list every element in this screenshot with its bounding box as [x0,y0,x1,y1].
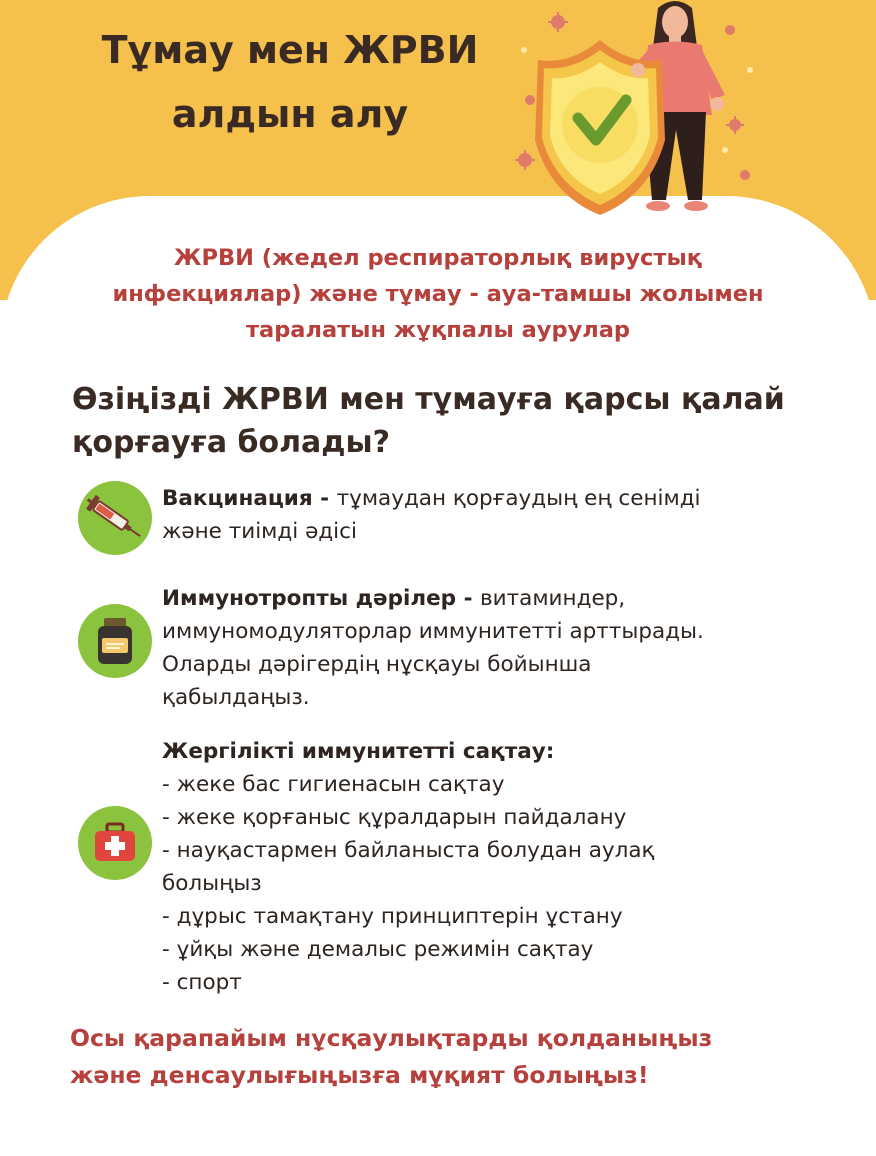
intro-line-1: ЖРВИ (жедел респираторлық вирустық [173,245,703,271]
dash-separator: - [312,486,337,511]
footer-line-1: Осы қарапайым нұсқаулықтарды қолданыңыз [70,1024,713,1052]
immunotropic-title: Иммунотропты дәрілер [162,586,457,611]
question-heading [72,378,842,464]
intro-line-3: таралатын жұқпалы аурулар [245,317,631,343]
intro-line-2: инфекциялар) және тұмау - ауа-тамшы жолымен [112,281,764,307]
first-aid-kit-icon [78,806,152,880]
medicine-jar-icon [78,604,152,678]
local-immunity-list [162,768,852,999]
woman-shield-illustration [500,0,800,225]
list-item: - ұйқы және демалыс режимін сақтау [162,937,594,962]
question-line-2: қорғауға болады? [72,425,391,460]
question-line-1: Өзіңізді ЖРВИ мен тұмауға қарсы қалай [72,382,785,417]
page-title [60,18,520,146]
list-item: - жеке қорғаныс құралдарын пайдалану [162,805,627,830]
footer-line-2: және денсаулығыңызға мұқият болыңыз! [70,1061,649,1089]
intro-text [60,240,816,348]
vaccination-line-1: тұмаудан қорғаудың ең сенімді [336,486,701,511]
title-line-2: алдын алу [171,92,409,136]
immunotropic-line-2: иммуномодуляторлар иммунитетті арттырады. [162,619,704,644]
local-immunity-item [162,735,852,999]
vaccination-item [162,482,852,548]
list-item: - дұрыс тамақтану принциптерін ұстану [162,904,623,929]
immunotropic-item [162,582,852,714]
woman-hand [631,63,645,77]
immunotropic-line-1: витаминдер, [479,586,626,611]
vaccination-line-2: және тиімді әдісі [162,519,357,544]
vaccination-title: Вакцинация [162,486,313,511]
immunotropic-line-4: қабылдаңыз. [162,685,310,710]
immunotropic-line-3: Оларды дәрігердің нұсқауы бойынша [162,652,592,677]
list-item: - спорт [162,970,242,995]
dash-separator: - [456,586,480,611]
list-item: - науқастармен байланыста болудан аулақ [162,838,655,863]
shield-icon [535,40,665,215]
list-item: - жеке бас гигиенасын сақтау [162,772,505,797]
list-item: болыңыз [162,871,262,896]
footer-note [70,1020,860,1094]
title-line-1: Тұмау мен ЖРВИ [101,28,479,72]
syringe-icon [78,481,152,555]
local-immunity-title: Жергілікті иммунитетті сақтау: [162,739,555,764]
